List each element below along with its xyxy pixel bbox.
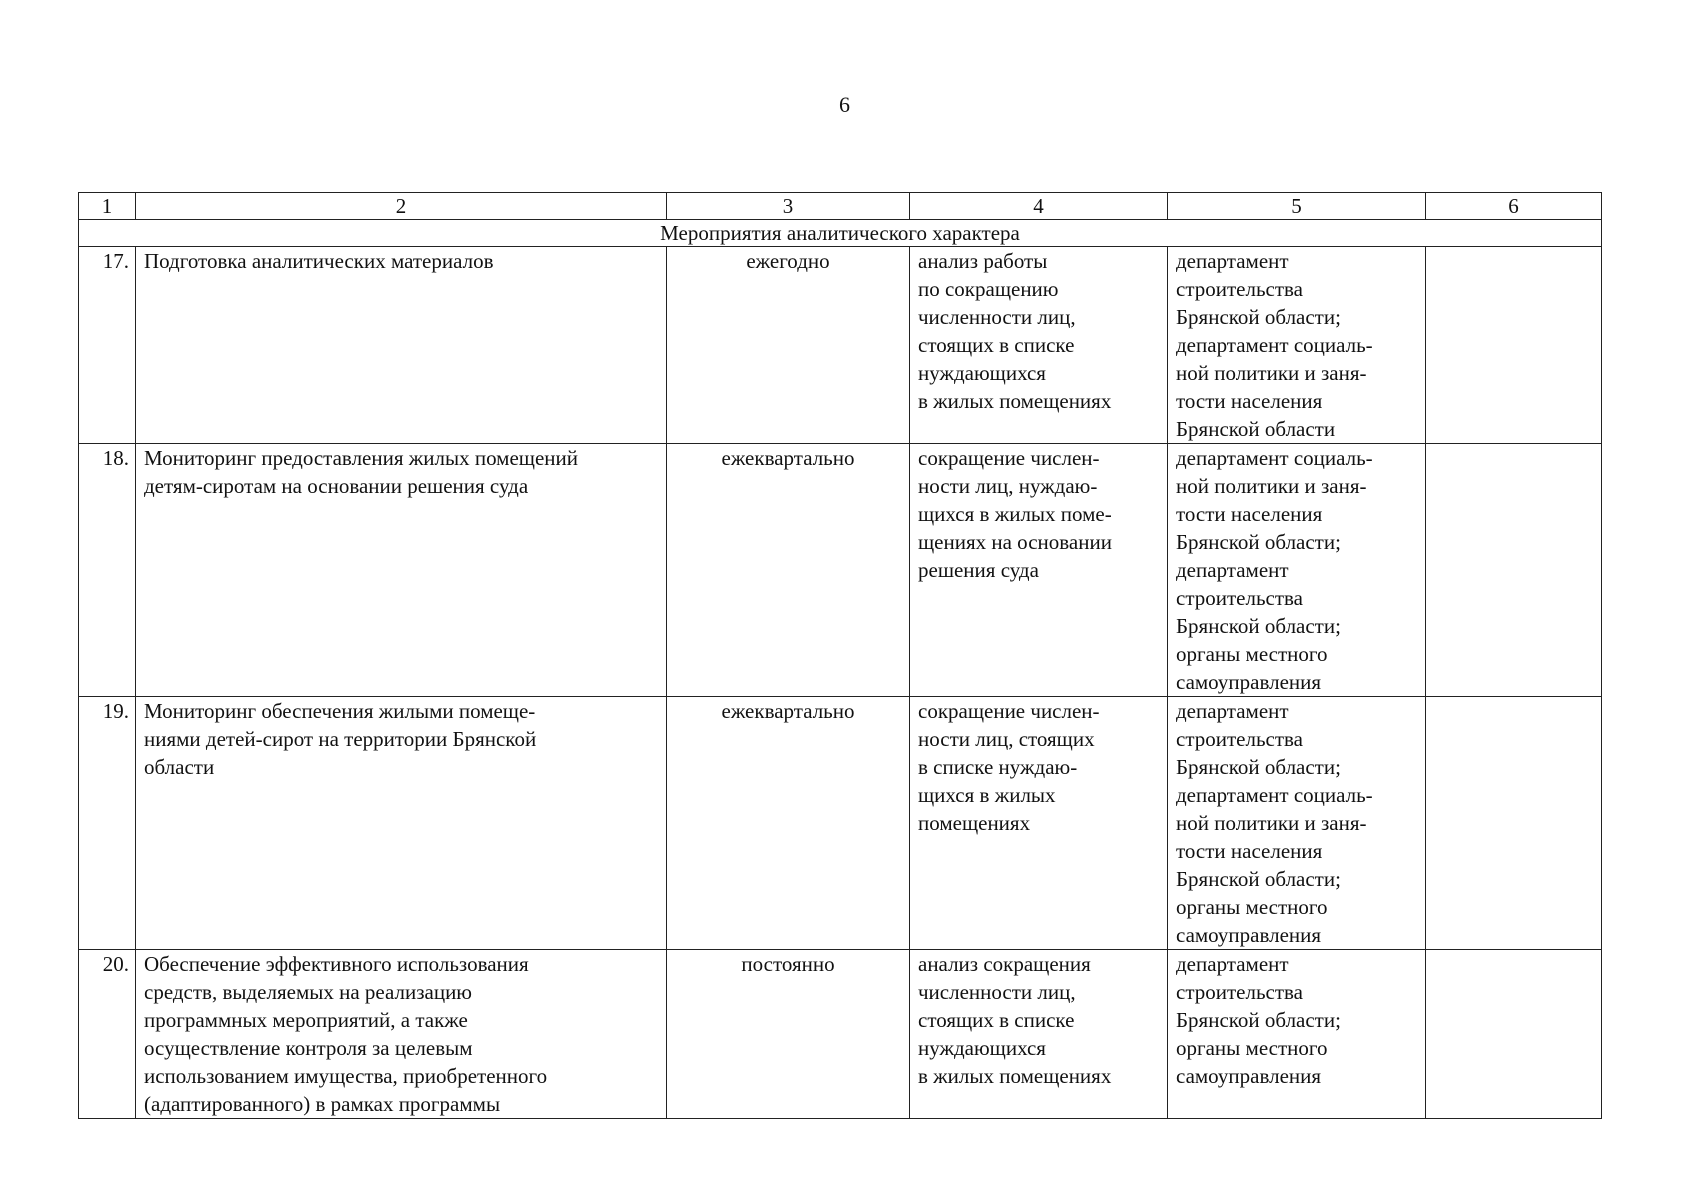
activity-line: Мониторинг обеспечения жилыми помеще-	[144, 699, 536, 723]
activity-line: средств, выделяемых на реализацию	[144, 980, 472, 1004]
result-line: ности лиц, стоящих	[918, 727, 1095, 751]
result-line: в списке нуждаю-	[918, 755, 1078, 779]
executor-line: самоуправления	[1176, 1064, 1322, 1088]
result-cell	[910, 697, 1168, 950]
executor-line: строительства	[1176, 277, 1304, 301]
table-row	[79, 444, 1602, 697]
col6-cell	[1426, 950, 1602, 1119]
result-line: стоящих в списке	[918, 333, 1075, 357]
activity-line: Подготовка аналитических материалов	[144, 249, 494, 273]
column-header-6: 6	[1426, 193, 1602, 220]
result-line: нуждающихся	[918, 1036, 1046, 1060]
result-line: в жилых помещениях	[918, 389, 1112, 413]
result-cell	[910, 247, 1168, 444]
activity-line: (адаптированного) в рамках программы	[144, 1092, 501, 1116]
executor-line: Брянской области;	[1176, 1008, 1341, 1032]
col6-cell	[1426, 697, 1602, 950]
executor-line: департамент	[1176, 952, 1289, 976]
result-line: анализ сокращения	[918, 952, 1091, 976]
executor-line: ной политики и заня-	[1176, 474, 1367, 498]
result-line: нуждающихся	[918, 361, 1046, 385]
executor-line: департамент социаль-	[1176, 783, 1373, 807]
result-line: щихся в жилых	[918, 783, 1056, 807]
executor-line: органы местного	[1176, 895, 1328, 919]
column-header-3: 3	[667, 193, 910, 220]
column-header-4: 4	[910, 193, 1168, 220]
executor-line: Брянской области;	[1176, 755, 1341, 779]
executor-line: тости населения	[1176, 502, 1323, 526]
activity-cell	[136, 950, 667, 1119]
row-number: 20.	[79, 950, 136, 1119]
executor-line: ной политики и заня-	[1176, 361, 1367, 385]
activity-line: Мониторинг предоставления жилых помещений	[144, 446, 578, 470]
executor-line: Брянской области;	[1176, 614, 1341, 638]
result-line: численности лиц,	[918, 305, 1076, 329]
row-number: 19.	[79, 697, 136, 950]
executor-cell	[1168, 697, 1426, 950]
result-line: решения суда	[918, 558, 1039, 582]
row-number: 17.	[79, 247, 136, 444]
result-line: помещениях	[918, 811, 1031, 835]
column-number-row	[79, 193, 1602, 220]
executor-line: департамент социаль-	[1176, 333, 1373, 357]
result-cell	[910, 950, 1168, 1119]
executor-line: Брянской области;	[1176, 305, 1341, 329]
executor-line: Брянской области	[1176, 417, 1336, 441]
executor-line: департамент	[1176, 249, 1289, 273]
result-line: анализ работы	[918, 249, 1048, 273]
activity-line: области	[144, 755, 215, 779]
table-row	[79, 950, 1602, 1119]
column-header-2: 2	[136, 193, 667, 220]
row-number: 18.	[79, 444, 136, 697]
term-cell: ежегодно	[667, 247, 910, 444]
executor-line: тости населения	[1176, 839, 1323, 863]
term-cell: постоянно	[667, 950, 910, 1119]
activity-line: использованием имущества, приобретенного	[144, 1064, 548, 1088]
executor-line: органы местного	[1176, 642, 1328, 666]
activity-cell	[136, 697, 667, 950]
result-line: сокращение числен-	[918, 446, 1100, 470]
executor-line: Брянской области;	[1176, 867, 1341, 891]
executor-line: самоуправления	[1176, 923, 1322, 947]
result-line: по сокращению	[918, 277, 1059, 301]
result-line: в жилых помещениях	[918, 1064, 1112, 1088]
result-line: щениях на основании	[918, 530, 1112, 554]
activity-line: программных мероприятий, а также	[144, 1008, 468, 1032]
result-line: ности лиц, нуждаю-	[918, 474, 1098, 498]
executor-line: департамент социаль-	[1176, 446, 1373, 470]
measures-table	[78, 192, 1602, 1119]
executor-line: Брянской области;	[1176, 530, 1341, 554]
col6-cell	[1426, 444, 1602, 697]
executor-line: строительства	[1176, 980, 1304, 1004]
col6-cell	[1426, 247, 1602, 444]
page-number: 6	[839, 92, 850, 117]
column-header-1: 1	[79, 193, 136, 220]
result-line: стоящих в списке	[918, 1008, 1075, 1032]
executor-line: тости населения	[1176, 389, 1323, 413]
result-cell	[910, 444, 1168, 697]
table-row	[79, 697, 1602, 950]
executor-line: департамент	[1176, 558, 1289, 582]
executor-line: самоуправления	[1176, 670, 1322, 694]
result-line: щихся в жилых поме-	[918, 502, 1112, 526]
section-row	[79, 220, 1602, 247]
executor-line: ной политики и заня-	[1176, 811, 1367, 835]
executor-line: департамент	[1176, 699, 1289, 723]
term-cell: ежеквартально	[667, 444, 910, 697]
table-row	[79, 247, 1602, 444]
section-title: Мероприятия аналитического характера	[79, 220, 1602, 247]
executor-line: строительства	[1176, 727, 1304, 751]
activity-line: Обеспечение эффективного использования	[144, 952, 529, 976]
executor-line: строительства	[1176, 586, 1304, 610]
result-line: численности лиц,	[918, 980, 1076, 1004]
result-line: сокращение числен-	[918, 699, 1100, 723]
executor-line: органы местного	[1176, 1036, 1328, 1060]
column-header-5: 5	[1168, 193, 1426, 220]
activity-cell	[136, 247, 667, 444]
activity-line: детям-сиротам на основании решения суда	[144, 474, 529, 498]
activity-line: осуществление контроля за целевым	[144, 1036, 473, 1060]
term-cell: ежеквартально	[667, 697, 910, 950]
activity-line: ниями детей-сирот на территории Брянской	[144, 727, 537, 751]
activity-cell	[136, 444, 667, 697]
executor-cell	[1168, 950, 1426, 1119]
executor-cell	[1168, 444, 1426, 697]
executor-cell	[1168, 247, 1426, 444]
